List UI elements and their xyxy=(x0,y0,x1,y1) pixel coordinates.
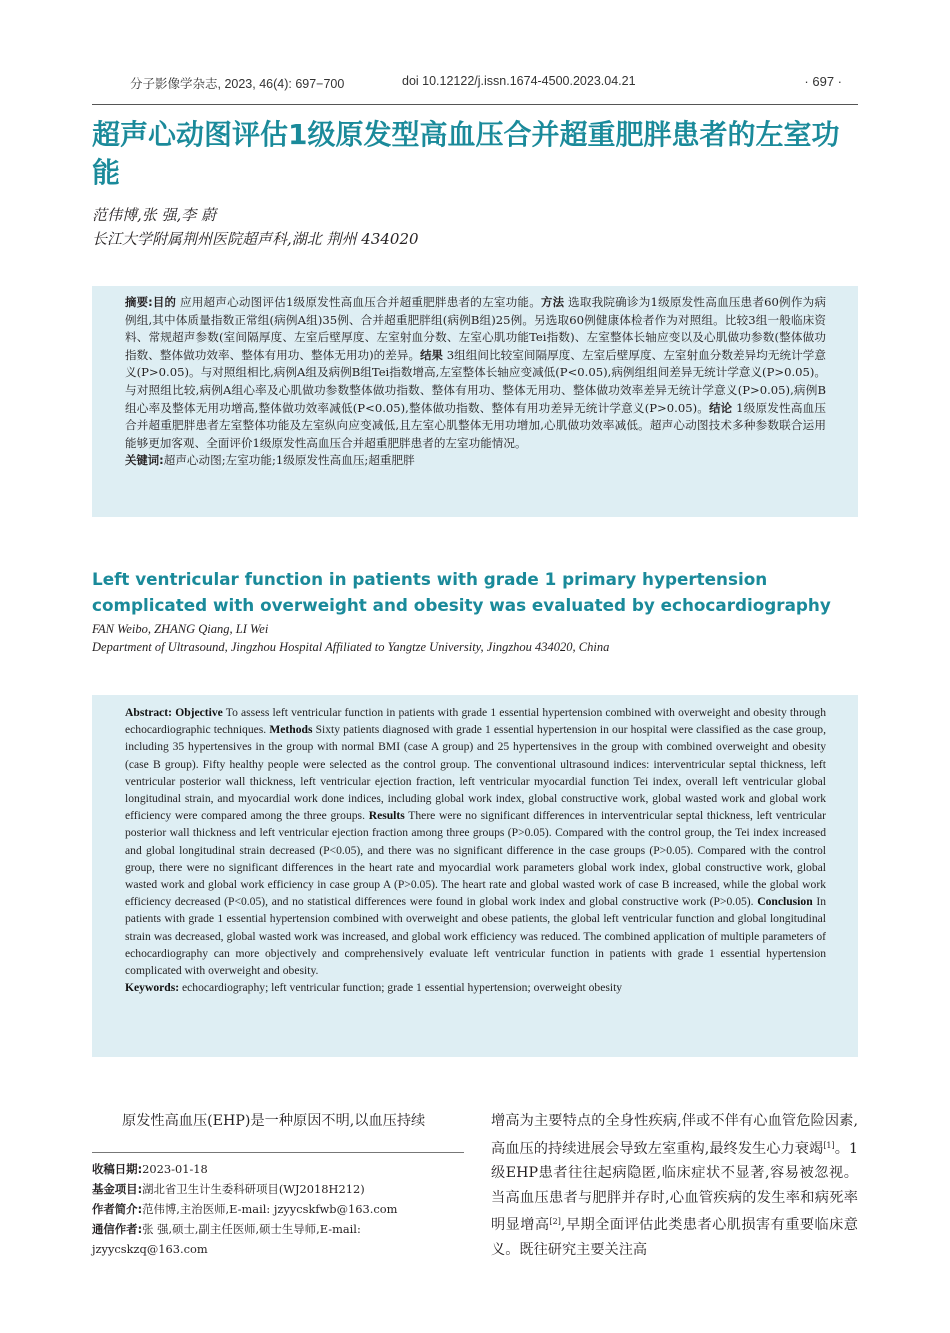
objective-label-cn: 目的 xyxy=(152,295,177,309)
abstract-en-box xyxy=(92,695,858,1057)
conclusion-cn: 1级原发性高血压合并超重肥胖患者左室整体功能及左室纵向应变减低,且左室心肌整体无用功增加,心肌做功效率减低。超声心动图技术多种参数联合运用能够更加客观、全面评价1级原发性高血压合并超重肥胖患者的左室功能情况。 xyxy=(125,400,827,450)
footnotes xyxy=(92,1159,464,1259)
abstract-en-label: Abstract: xyxy=(125,706,173,719)
citation-ref-2[interactable]: [2] xyxy=(549,1217,561,1227)
abstract-en xyxy=(125,704,826,979)
footnote-text: 范伟博,主治医师,E-mail: jzyycskfwb@163.com xyxy=(142,1202,398,1216)
keywords-cn-text: 超声心动图;左室功能;1级原发性高血压;超重肥胖 xyxy=(163,453,415,468)
running-header xyxy=(92,74,858,92)
keywords-label-cn: 关键词: xyxy=(125,453,164,468)
footnote-rule xyxy=(92,1152,464,1153)
footnote-author xyxy=(92,1199,464,1219)
methods-label-en: Methods xyxy=(269,723,313,737)
affiliation-cn: 长江大学附属荆州医院超声科,湖北 荆州 434020 xyxy=(92,230,419,248)
authors-en: FAN Weibo, ZHANG Qiang, LI Wei xyxy=(92,622,269,636)
results-label-en: Results xyxy=(368,809,405,823)
methods-cn: 选取我院确诊为1级原发性高血压患者60例作为病例组,其中体质量指数正常组(病例A组)35例、合并超重肥胖组(病例B组)25例。另选取60例健康体检者作为对照组。比较3组一般临床资料、常规超声参数(室间隔厚度、左室后壁厚度、左室射血分数、左室心肌功能Tei指数)、左室整体长轴应变以及心肌做功参数(整体做功指数、整体做功效率、整体有用功、整体无用功)的差异。 xyxy=(125,295,826,362)
footnote-corresponding xyxy=(92,1219,464,1259)
keywords-label-en: Keywords: xyxy=(125,981,180,995)
results-cn: 3组组间比较室间隔厚度、左室后壁厚度、左室射血分数差异均无统计学意义(P>0.05)。与对照组相比,病例A组及病例B组Tei指数增高,左室整体长轴应变减低(P<0.05),病例组组间差异无统计学意义(P>0.05)。与对照组比较,病例A组心率及心肌做功参数整体做功指数、整体有用功、整体无用功、整体做功效率差异无统计学意义(P>0.05),病例B组心率及整体无用功增高,整体做功效率减低(P<0.05),整体做功指数、整体有用功差异无统计学意义(P>0.05)。 xyxy=(125,347,827,415)
objective-cn: 应用超声心动图评估1级原发性高血压合并超重肥胖患者的左室功能。 xyxy=(179,295,541,309)
abstract-cn xyxy=(125,294,826,452)
authors-cn: 范伟博,张 强,李 蔚 xyxy=(92,206,217,224)
header-rule xyxy=(92,104,858,105)
body-text-left: 原发性高血压(EHP)是一种原因不明,以血压持续 xyxy=(122,1113,426,1129)
body-text-segment: 增高为主要特点的全身性疾病,伴或不伴有心血管危险因素,高血压的持续进展会导致左室重构,最终发生心力衰竭 xyxy=(491,1113,858,1157)
objective-en: To assess left ventricular function in patients with grade 1 essential hypertension combined with overweight and obesity through echocardiographic techniques. xyxy=(125,706,826,737)
doi[interactable]: doi 10.12122/j.issn.1674-4500.2023.04.21 xyxy=(402,74,636,88)
abstract-cn-box xyxy=(92,286,858,517)
article-title-cn: 超声心动图评估1级原发型高血压合并超重肥胖患者的左室功能 xyxy=(92,118,840,189)
footnote-text: 2023-01-18 xyxy=(142,1162,208,1176)
footnote-label: 收稿日期: xyxy=(92,1162,143,1176)
body-text-right xyxy=(491,1109,858,1263)
objective-label-en: Objective xyxy=(175,706,223,719)
citation-ref-1[interactable]: [1] xyxy=(823,1140,835,1150)
footnote-text: 张 强,硕士,副主任医师,硕士生导师,E-mail: jzyycskzq@163.com xyxy=(92,1222,361,1256)
body-text-segment: ,早期全面评估此类患者心肌损害有重要临床意义。既往研究主要关注高 xyxy=(491,1217,858,1258)
keywords-en-text: echocardiography; left ventricular function; grade 1 essential hypertension; overweight obesity xyxy=(182,981,623,995)
footnote-received xyxy=(92,1159,464,1179)
footnote-fund xyxy=(92,1179,464,1199)
footnote-label: 作者简介: xyxy=(92,1202,143,1216)
conclusion-label-cn: 结论 xyxy=(709,400,733,415)
abstract-cn-label: 摘要: xyxy=(125,295,153,309)
article-title-en: Left ventricular function in patients with grade 1 primary hypertension complicated with overweight and obesity was evaluated by echocardiography xyxy=(92,569,831,615)
conclusion-en: In patients with grade 1 essential hypertension combined with overweight and obese patients, the global left ventricular function and global longitudinal strain was decreased, global wasted work was increased, and global work efficiency was reduced. The combined application of multiple parameters of echocardiography can more objectively and comprehensively evaluate left ventricular function in patients with grade 1 essential hypertension complicated with overweight and obesity. xyxy=(125,895,826,978)
results-label-cn: 结果 xyxy=(420,347,443,362)
methods-label-cn: 方法 xyxy=(540,295,565,309)
journal-citation: 分子影像学杂志, 2023, 46(4): 697−700 xyxy=(130,77,345,91)
body-text-segment: 。1级EHP患者往往起病隐匿,临床症状不显著,容易被忽视。当高血压患者与肥胖并存时,心血管疾病的发生率和病死率明显增高 xyxy=(491,1140,858,1234)
keywords-en xyxy=(125,979,826,996)
results-en: There were no significant differences in interventricular septal thickness, left ventricular posterior wall thickness and left ventricular ejection fraction among three groups (P>0.05). Compared with the control group, the Tei index increased and global longitudinal strain decreased (P<0.05), and there was no significant difference in the case groups (P>0.05). Compared with the control group, there were no significant differences in the heart rate and myocardial work parameters global work index, global constructive work, global wasted work and global work efficiency in case group A (P>0.05). The heart rate and global wasted work of case B increased, while the global work efficiency decreased (P<0.05), and no statistical differences were found in global work index and global constructive work (P>0.05). xyxy=(125,809,826,909)
footnote-label: 通信作者: xyxy=(92,1222,143,1236)
methods-en: Sixty patients diagnosed with grade 1 essential hypertension in our hospital were classified as the case group, including 35 hypertensives in the group with normal BMI (case A group) and 25 hypertensives in the group with combined overweight and obesity (case B group). Fifty healthy people were selected as the control group. The conventional ultrasound indices: interventricular septal thickness, left ventricular posterior wall thickness, left ventricular ejection fraction, left ventricular myocardial function Tei index, overall left ventricular global longitudinal strain, and myocardial work done indices, including global work index, global constructive work, global wasted work and global work efficiency were compared among the three groups. xyxy=(125,723,826,823)
keywords-cn xyxy=(125,452,826,470)
page-number: · 697 · xyxy=(804,74,842,89)
conclusion-label-en: Conclusion xyxy=(757,895,813,909)
footnote-text: 湖北省卫生计生委科研项目(WJ2018H212) xyxy=(142,1182,365,1196)
affiliation-en: Department of Ultrasound, Jingzhou Hospital Affiliated to Yangtze University, Jingzhou 434020, China xyxy=(92,640,610,654)
footnote-label: 基金项目: xyxy=(92,1182,143,1196)
